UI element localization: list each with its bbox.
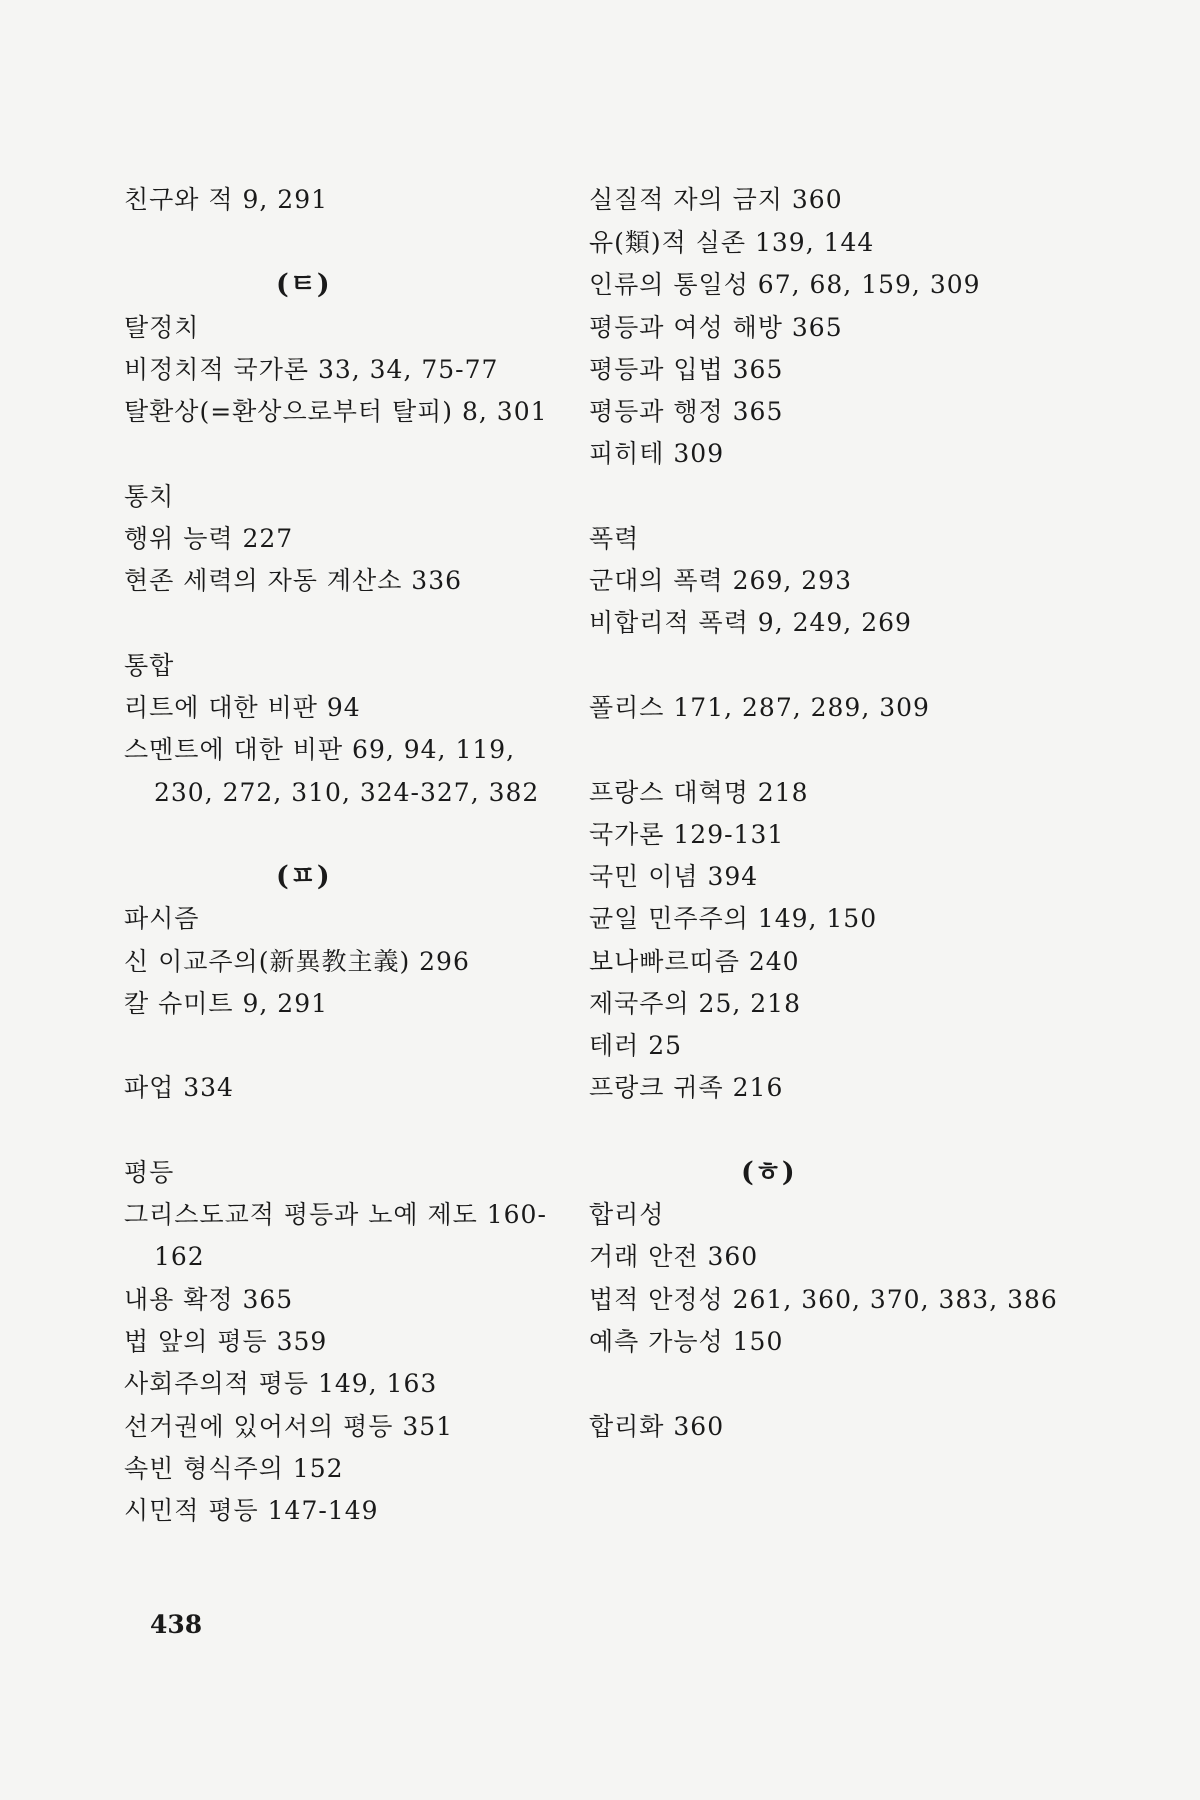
section-header-tieut: (ㅌ) <box>276 269 331 300</box>
index-entry: 국가론 129-131 <box>589 820 785 849</box>
index-entry: 평등과 입법 365 <box>589 355 784 384</box>
index-entry: 균일 민주주의 149, 150 <box>589 904 878 933</box>
index-entry: 리트에 대한 비판 94 <box>124 693 361 722</box>
index-entry: 법 앞의 평등 359 <box>124 1327 328 1356</box>
index-heading: 합리성 <box>589 1200 665 1229</box>
index-entry: 피히테 309 <box>589 439 725 468</box>
section-header-hieut: (ㅎ) <box>741 1157 796 1188</box>
index-entry: 평등과 여성 해방 365 <box>589 313 843 342</box>
index-entry: 행위 능력 227 <box>124 524 294 553</box>
index-entry: 유(類)적 실존 139, 144 <box>589 228 875 257</box>
index-heading: 프랑스 대혁명 218 <box>589 778 809 807</box>
page-number: 438 <box>150 1610 203 1639</box>
index-heading: 통치 <box>124 482 175 511</box>
index-entry: 평등과 행정 365 <box>589 397 784 426</box>
index-entry: 파업 334 <box>124 1073 234 1102</box>
index-entry: 예측 가능성 150 <box>589 1327 784 1356</box>
index-entry: 비정치적 국가론 33, 34, 75-77 <box>124 355 499 384</box>
index-entry: 사회주의적 평등 149, 163 <box>124 1369 438 1398</box>
index-heading: 통합 <box>124 651 175 680</box>
index-entry: 친구와 적 9, 291 <box>124 185 329 214</box>
index-entry: 제국주의 25, 218 <box>589 989 801 1018</box>
index-entry: 선거권에 있어서의 평등 351 <box>124 1412 454 1441</box>
index-entry: 시민적 평등 147-149 <box>124 1496 379 1525</box>
index-entry: 칼 슈미트 9, 291 <box>124 989 329 1018</box>
index-entry: 비합리적 폭력 9, 249, 269 <box>589 608 912 637</box>
index-heading: 탈정치 <box>124 313 200 342</box>
index-entry-continuation: 162 <box>154 1242 205 1271</box>
index-entry: 인류의 통일성 67, 68, 159, 309 <box>589 270 981 299</box>
index-entry: 군대의 폭력 269, 293 <box>589 566 852 595</box>
index-entry: 거래 안전 360 <box>589 1242 759 1271</box>
index-entry: 국민 이념 394 <box>589 862 759 891</box>
index-heading: 폭력 <box>589 524 640 553</box>
section-header-pieup: (ㅍ) <box>276 861 331 892</box>
index-entry: 테러 25 <box>589 1031 683 1060</box>
index-entry-continuation: 230, 272, 310, 324-327, 382 <box>154 778 540 807</box>
index-entry: 스멘트에 대한 비판 69, 94, 119, <box>124 735 516 764</box>
index-entry: 프랑크 귀족 216 <box>589 1073 784 1102</box>
index-entry: 속빈 형식주의 152 <box>124 1454 344 1483</box>
index-entry: 법적 안정성 261, 360, 370, 383, 386 <box>589 1285 1058 1314</box>
index-entry: 현존 세력의 자동 계산소 336 <box>124 566 463 595</box>
index-entry: 실질적 자의 금지 360 <box>589 185 843 214</box>
index-entry: 탈환상(=환상으로부터 탈피) 8, 301 <box>124 397 548 426</box>
index-entry: 내용 확정 365 <box>124 1285 294 1314</box>
index-entry: 신 이교주의(新異教主義) 296 <box>124 947 470 976</box>
index-heading: 평등 <box>124 1158 175 1187</box>
index-entry: 보나빠르띠즘 240 <box>589 947 800 976</box>
index-heading: 합리화 360 <box>589 1412 725 1441</box>
index-entry: 그리스도교적 평등과 노예 제도 160- <box>124 1200 547 1229</box>
index-entry: 폴리스 171, 287, 289, 309 <box>589 693 930 722</box>
index-heading: 파시즘 <box>124 904 200 933</box>
